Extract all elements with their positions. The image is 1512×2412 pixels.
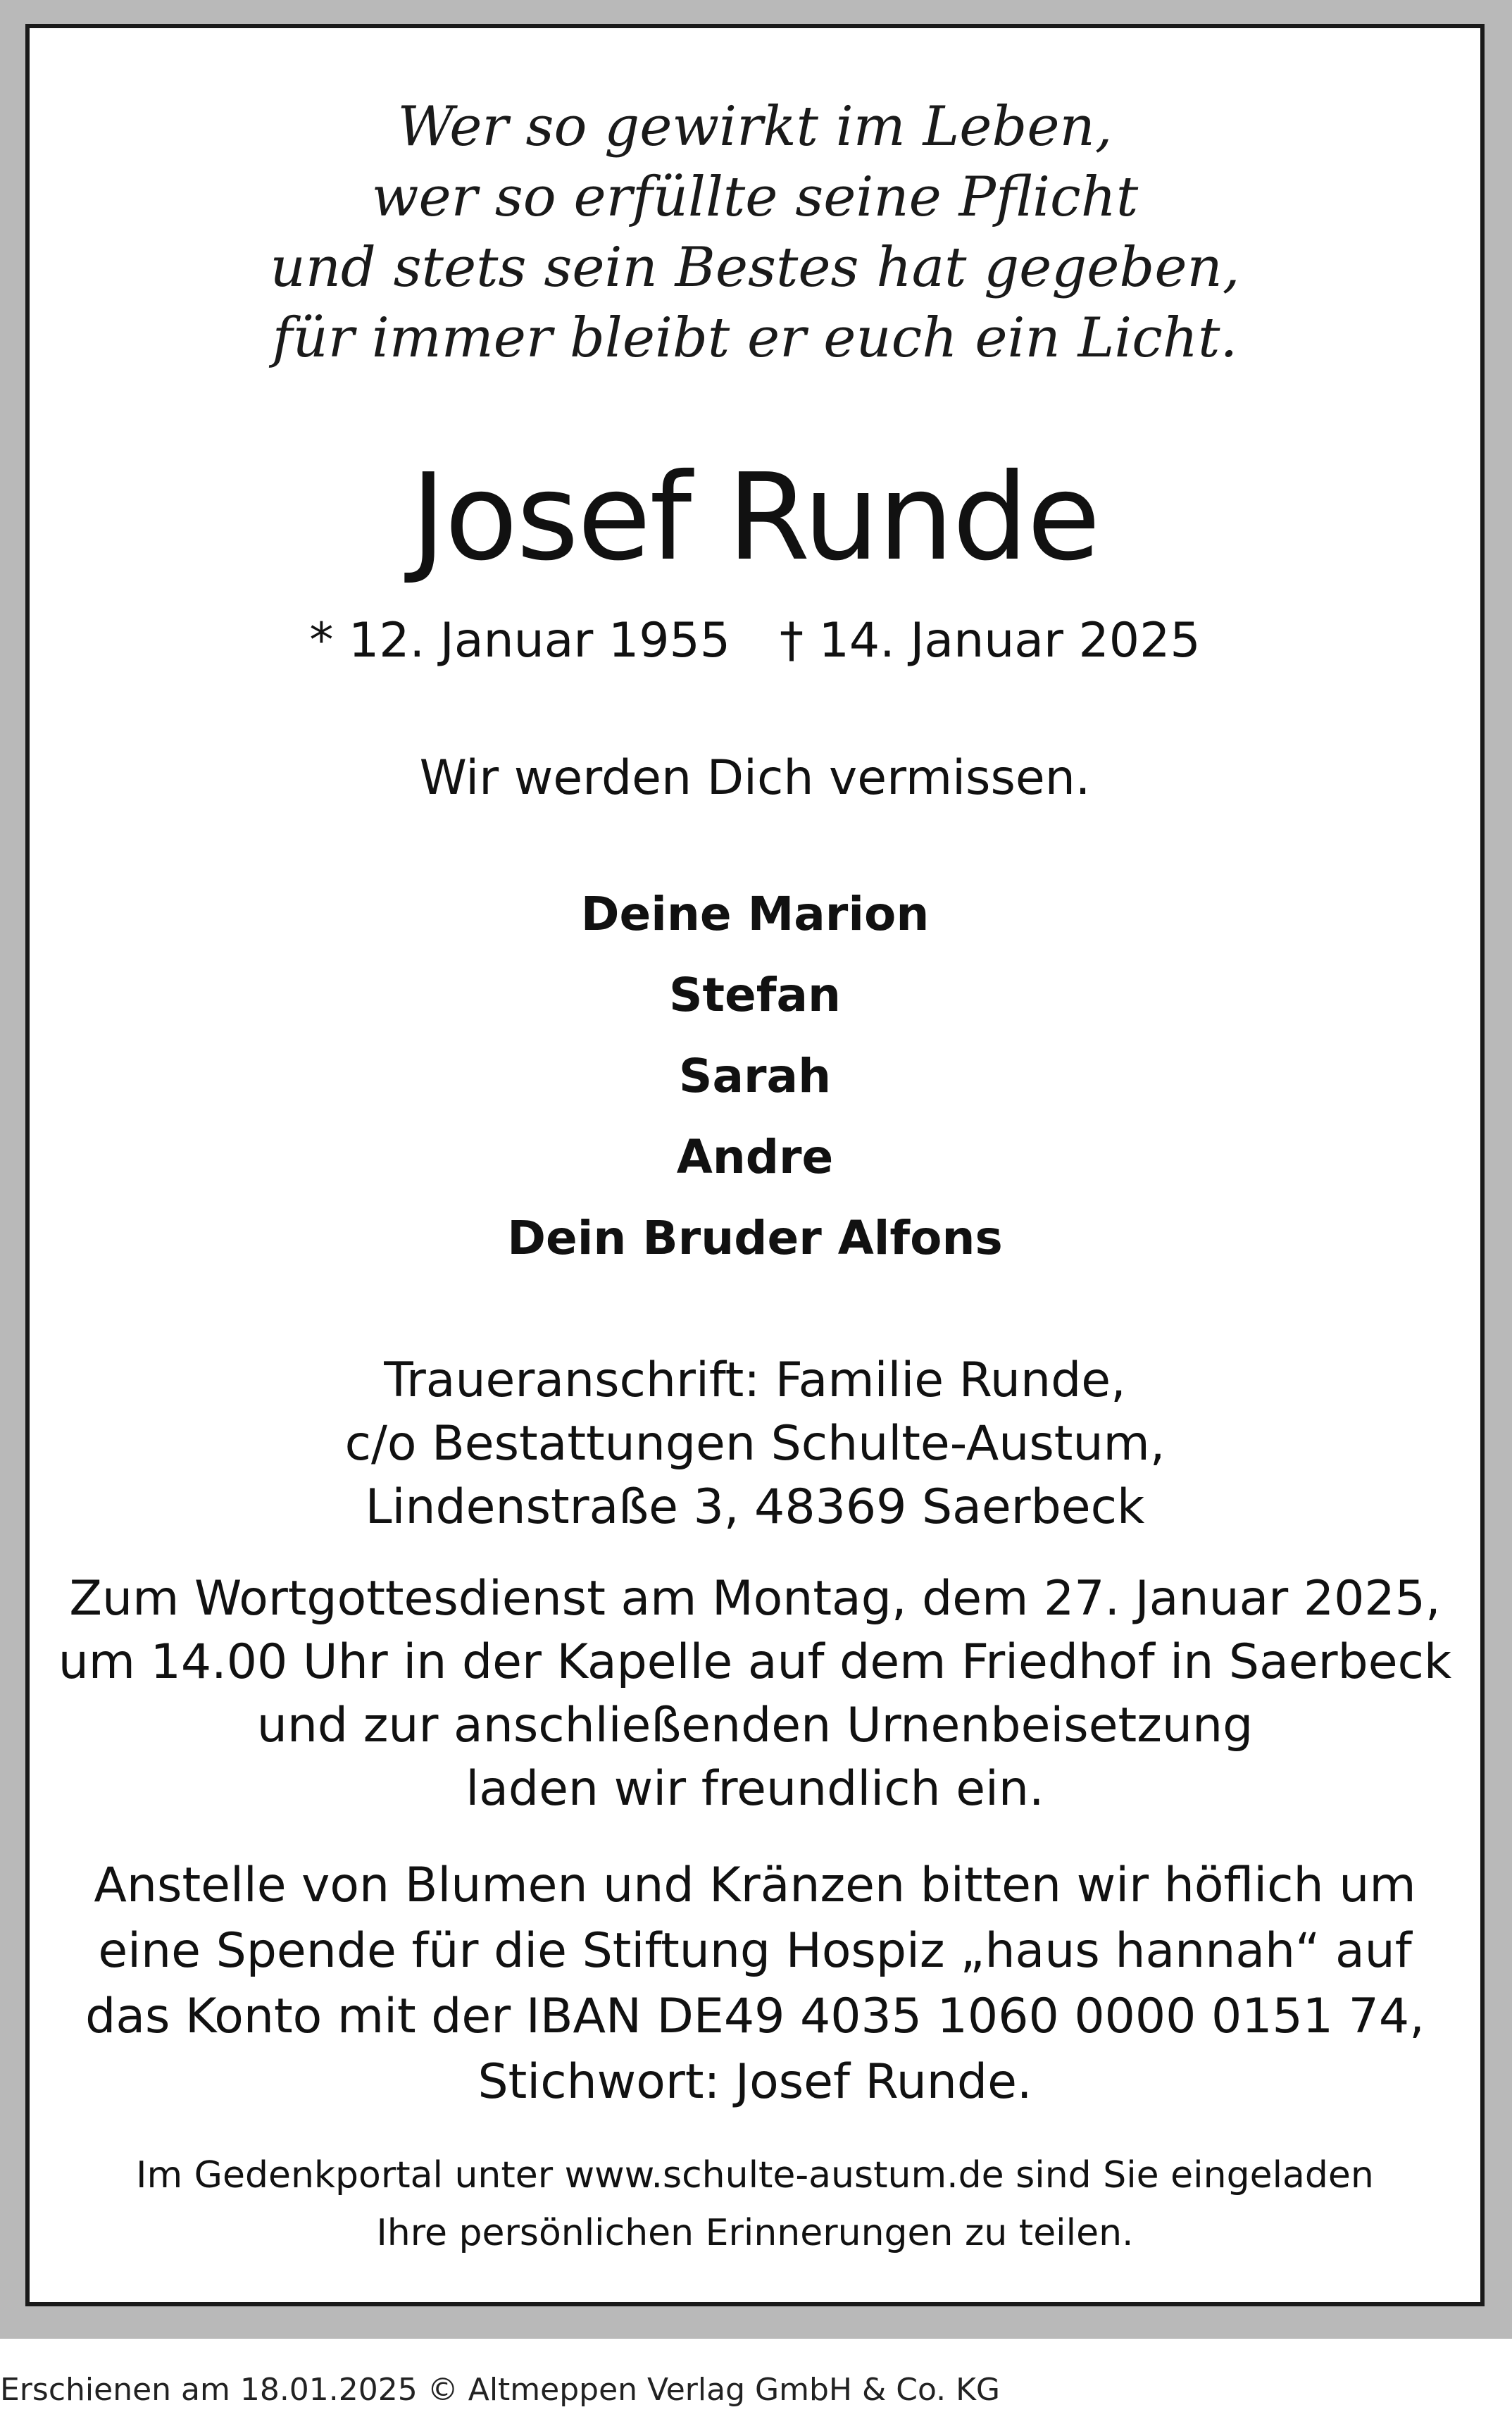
service-line: um 14.00 Uhr in der Kapelle auf dem Friedhof in Saerbeck xyxy=(58,1634,1452,1690)
donation-line: das Konto mit der IBAN DE49 4035 1060 0000 0151 74, xyxy=(85,1989,1425,2044)
poem-line: und stets sein Bestes hat gegeben, xyxy=(270,236,1240,299)
address-line: Traueranschrift: Familie Runde, xyxy=(384,1353,1126,1408)
family-member: Dein Bruder Alfons xyxy=(507,1211,1003,1265)
service-line: Zum Wortgottesdienst am Montag, dem 27. Januar 2025, xyxy=(69,1571,1441,1627)
address-line: c/o Bestattungen Schulte-Austum, xyxy=(344,1416,1166,1472)
poem-line: wer so erfüllte seine Pflicht xyxy=(371,166,1139,229)
family-member: Stefan xyxy=(668,968,842,1022)
donation-line: eine Spende für die Stiftung Hospiz „haus hannah“ auf xyxy=(98,1923,1412,1979)
family-member: Andre xyxy=(676,1130,834,1184)
miss-text: Wir werden Dich vermissen. xyxy=(419,750,1091,806)
deceased-name: Josef Runde xyxy=(411,448,1099,588)
death-date: † 14. Januar 2025 xyxy=(780,613,1201,669)
family-list xyxy=(37,874,1473,1279)
publication-footer: Erschienen am 18.01.2025 © Altmeppen Verlag GmbH & Co. KG xyxy=(0,2372,1001,2408)
donation-info xyxy=(37,1853,1473,2115)
donation-line: Stichwort: Josef Runde. xyxy=(477,2054,1032,2110)
service-line: und zur anschließenden Urnenbeisetzung xyxy=(256,1698,1254,1753)
poem-line: für immer bleibt er euch ein Licht. xyxy=(272,306,1238,370)
obituary-content xyxy=(37,35,1473,2295)
poem-line: Wer so gewirkt im Leben, xyxy=(397,95,1113,158)
life-dates xyxy=(37,613,1473,669)
address-line: Lindenstraße 3, 48369 Saerbeck xyxy=(365,1479,1145,1535)
portal-line: Ihre persönlichen Erinnerungen zu teilen. xyxy=(376,2212,1134,2254)
portal-line: Im Gedenkportal unter www.schulte-austum.de sind Sie eingeladen xyxy=(136,2154,1374,2196)
donation-line: Anstelle von Blumen und Kränzen bitten wir höflich um xyxy=(94,1858,1416,1913)
birth-date: * 12. Januar 1955 xyxy=(309,613,730,669)
mourning-address xyxy=(37,1349,1473,1539)
memorial-portal-note xyxy=(37,2146,1473,2262)
service-info xyxy=(37,1567,1473,1821)
family-member: Sarah xyxy=(678,1049,832,1103)
family-member: Deine Marion xyxy=(580,887,930,941)
service-line: laden wir freundlich ein. xyxy=(466,1761,1044,1817)
obituary-card xyxy=(25,24,1485,2306)
poem xyxy=(37,92,1473,373)
